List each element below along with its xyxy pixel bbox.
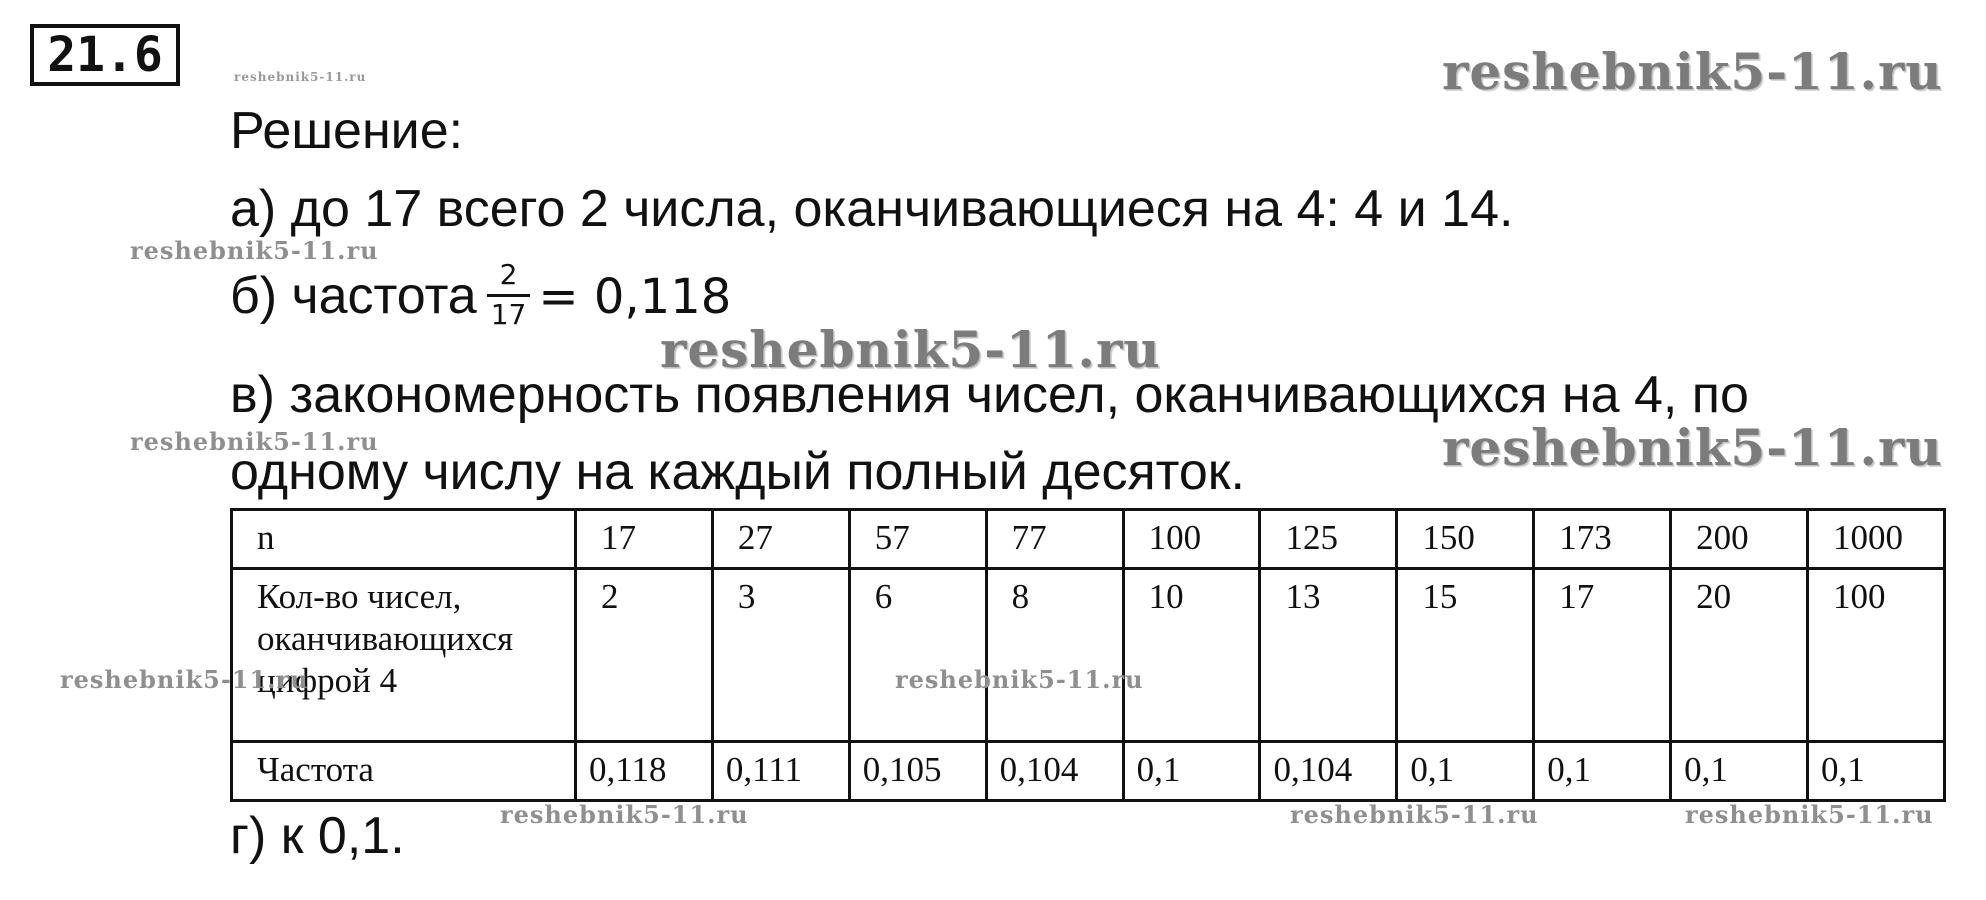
n-cell: 200 <box>1671 510 1808 569</box>
watermark-bottom-1: reshebnik5-11.ru <box>500 800 749 829</box>
count-cell: 100 <box>1808 569 1945 742</box>
table-row-count <box>232 569 1945 742</box>
fraction-bar <box>487 294 531 297</box>
n-cell: 125 <box>1260 510 1397 569</box>
count-cell: 17 <box>1534 569 1671 742</box>
watermark-large-top: reshebnik5-11.ru <box>1442 42 1943 101</box>
watermark-bottom-3: reshebnik5-11.ru <box>1685 800 1934 829</box>
frequency-cell: 0,1 <box>1123 742 1260 801</box>
n-cell: 17 <box>576 510 713 569</box>
frequency-cell: 0,104 <box>1260 742 1397 801</box>
row-label-count: Кол-во чисел, оканчивающихся цифрой 4 <box>232 569 576 742</box>
n-cell: 57 <box>849 510 986 569</box>
n-cell: 173 <box>1534 510 1671 569</box>
fraction-numerator: 2 <box>499 258 518 291</box>
n-cell: 27 <box>712 510 849 569</box>
answer-v-line1: в) закономерность появления чисел, оканчивающихся на 4, по <box>230 366 1749 424</box>
solution-label: Решение: <box>230 102 464 160</box>
answer-b <box>230 258 732 335</box>
answer-b-prefix: б) частота <box>230 267 477 326</box>
table-row-frequency <box>232 742 1945 801</box>
frequency-cell: 0,118 <box>576 742 713 801</box>
frequency-cell: 0,1 <box>1808 742 1945 801</box>
frequency-cell: 0,105 <box>849 742 986 801</box>
frequency-cell: 0,1 <box>1534 742 1671 801</box>
count-cell: 10 <box>1123 569 1260 742</box>
watermark-small: reshebnik5-11.ru <box>234 70 367 84</box>
n-cell: 1000 <box>1808 510 1945 569</box>
frequency-cell: 0,111 <box>712 742 849 801</box>
watermark-large-middle: reshebnik5-11.ru <box>660 320 1161 379</box>
problem-number-box <box>30 24 180 86</box>
row-label-frequency: Частота <box>232 742 576 801</box>
n-cell: 150 <box>1397 510 1534 569</box>
count-cell: 20 <box>1671 569 1808 742</box>
answer-v-line2: одному числу на каждый полный десяток. <box>230 443 1245 501</box>
fraction-denominator: 17 <box>490 297 527 331</box>
watermark-left-1: reshebnik5-11.ru <box>130 236 379 265</box>
row-label-n: n <box>232 510 576 569</box>
answer-a: а) до 17 всего 2 числа, оканчивающиеся на 4: 4 и 14. <box>230 180 1514 238</box>
watermark-table: reshebnik5-11.ru <box>895 665 1144 694</box>
n-cell: 77 <box>986 510 1123 569</box>
count-cell: 2 <box>576 569 713 742</box>
answer-g: г) к 0,1. <box>230 807 405 865</box>
count-cell: 13 <box>1260 569 1397 742</box>
frequency-cell: 0,1 <box>1671 742 1808 801</box>
watermark-large-right: reshebnik5-11.ru <box>1442 418 1943 477</box>
frequency-table <box>230 508 1946 802</box>
count-cell: 15 <box>1397 569 1534 742</box>
answer-b-result: = 0,118 <box>538 269 732 326</box>
watermark-bottom-2: reshebnik5-11.ru <box>1290 800 1539 829</box>
count-cell: 6 <box>849 569 986 742</box>
problem-number: 21.6 <box>47 27 163 83</box>
table-row-n <box>232 510 1945 569</box>
watermark-left-3: reshebnik5-11.ru <box>60 665 309 694</box>
n-cell: 100 <box>1123 510 1260 569</box>
frequency-cell: 0,1 <box>1397 742 1534 801</box>
count-cell: 3 <box>712 569 849 742</box>
watermark-left-2: reshebnik5-11.ru <box>130 427 379 456</box>
count-cell: 8 <box>986 569 1123 742</box>
frequency-fraction <box>487 260 531 331</box>
frequency-cell: 0,104 <box>986 742 1123 801</box>
